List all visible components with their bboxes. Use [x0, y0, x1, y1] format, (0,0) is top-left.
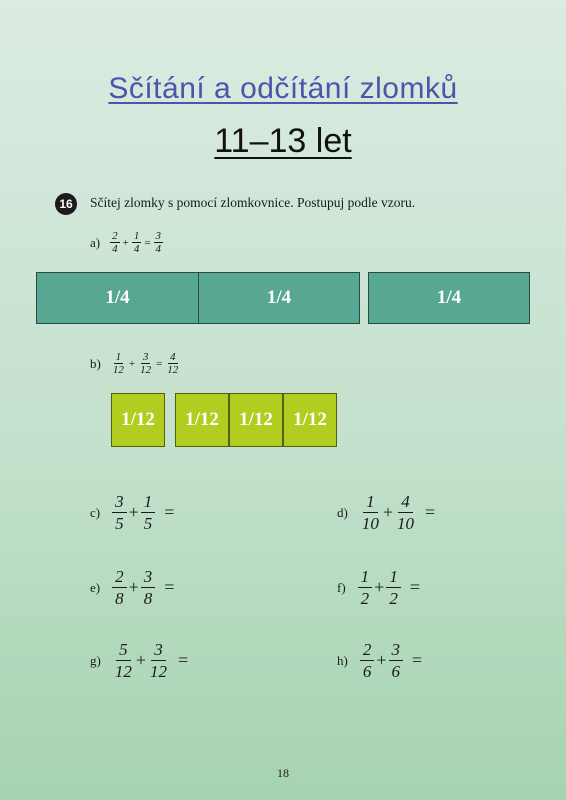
fraction: $\frac{1}{2}$: [386, 566, 401, 609]
problem-h: [337, 639, 422, 682]
equals-sign: =: [164, 577, 175, 597]
example-label: a): [90, 234, 101, 250]
result-fraction: $\frac{3}{4}$: [155, 230, 162, 255]
example-b: [90, 351, 180, 376]
quarter-bar-3: 1/4: [368, 272, 530, 324]
quarter-bar-1: 1/4: [36, 272, 199, 324]
problem-label: d): [337, 504, 348, 520]
fraction: $\frac{4}{10}$: [397, 492, 414, 533]
twelfth-box-2: 1/12: [175, 393, 229, 447]
twelfth-box-4: 1/12: [283, 393, 337, 447]
equals-sign: =: [144, 236, 151, 249]
plus-sign: +: [122, 236, 129, 249]
twelfth-box-3: 1/12: [229, 393, 283, 447]
quarter-bar-2: 1/4: [198, 272, 360, 324]
fraction: $\frac{1}{2}$: [358, 566, 373, 609]
plus-sign: +: [374, 577, 385, 597]
fraction: $\frac{5}{12}$: [114, 640, 132, 681]
page-number: 18: [277, 766, 289, 780]
equals-sign: =: [425, 502, 436, 522]
problem-g: [90, 639, 188, 682]
fraction: $\frac{1}{5}$: [141, 491, 156, 534]
plus-sign: +: [128, 577, 139, 597]
fraction: $\frac{2}{4}$: [112, 230, 118, 255]
fraction: $\frac{3}{5}$: [112, 491, 127, 534]
equals-sign: =: [156, 357, 163, 370]
problem-label: e): [90, 579, 101, 595]
exercise-number-badge: 16: [55, 193, 77, 215]
plus-sign: +: [376, 650, 387, 670]
page-title: Sčítání a odčítání zlomků: [108, 72, 458, 105]
problem-e: [90, 566, 174, 609]
equals-sign: =: [412, 650, 423, 670]
fraction: $\frac{1}{4}$: [133, 230, 140, 255]
plus-sign: +: [382, 502, 393, 522]
age-subtitle: 11–13 let: [214, 122, 352, 160]
problem-d: [337, 491, 435, 534]
problem-label: h): [337, 652, 348, 668]
equals-sign: =: [164, 502, 175, 522]
twelfth-box-1: 1/12: [111, 393, 165, 447]
fraction: $\frac{2}{6}$: [360, 639, 375, 682]
fraction: $\frac{3}{12}$: [140, 351, 152, 376]
fraction: $\frac{3}{12}$: [150, 640, 167, 681]
fraction: $\frac{3}{6}$: [389, 639, 404, 682]
fraction: $\frac{1}{12}$: [112, 351, 124, 376]
problem-label: f): [337, 579, 346, 595]
exercise-instruction: Sčítej zlomky s pomocí zlomkovnice. Postupuj podle vzoru.: [90, 195, 416, 210]
problem-label: c): [90, 504, 101, 520]
plus-sign: +: [128, 357, 136, 370]
fraction: $\frac{1}{10}$: [361, 492, 379, 533]
fraction: $\frac{3}{8}$: [141, 566, 156, 609]
equals-sign: =: [409, 577, 420, 597]
example-a: [90, 230, 163, 255]
problem-label: g): [90, 652, 101, 668]
plus-sign: +: [128, 502, 139, 522]
problem-f: [337, 566, 420, 609]
fraction: $\frac{2}{8}$: [112, 566, 127, 609]
example-label: b): [90, 355, 101, 371]
equals-sign: =: [178, 650, 189, 670]
plus-sign: +: [135, 650, 146, 670]
problem-c: [90, 491, 174, 534]
result-fraction: $\frac{4}{12}$: [167, 351, 179, 376]
